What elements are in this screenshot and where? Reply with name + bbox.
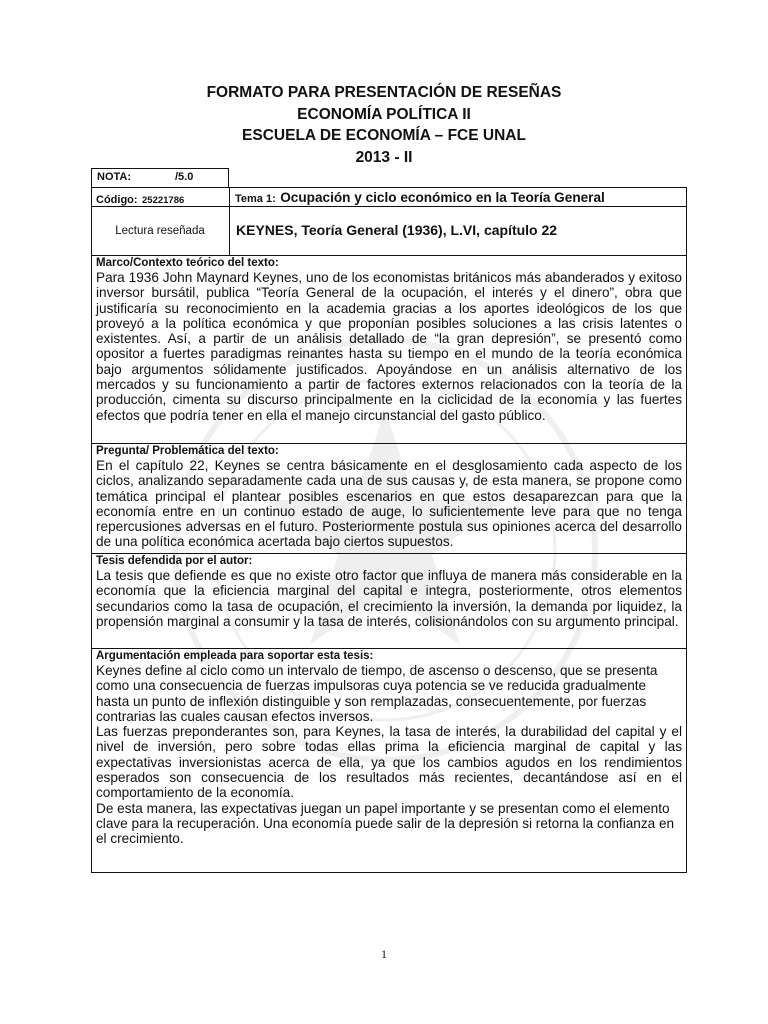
nota-value: /5.0 [175, 171, 194, 183]
codigo-label: Código: [96, 194, 138, 206]
section-body [96, 568, 682, 629]
codigo-value: 25221786 [142, 195, 185, 206]
section-body [96, 458, 682, 550]
tema-label: Tema 1: [235, 193, 276, 205]
section-body [96, 663, 682, 847]
nota-label: NOTA: [97, 171, 132, 183]
section-label: Marco/Contexto teórico del texto: [96, 257, 279, 269]
section-label: Tesis defendida por el autor: [96, 555, 253, 567]
section-argumentacion [96, 650, 682, 847]
section-label: Pregunta/ Problemática del texto: [96, 445, 279, 457]
section-body [96, 270, 682, 423]
paragraph: De esta manera, las expectativas juegan un papel importante y se presentan como el elemento clave para la recuperación. Una economía puede salir de la depresión si retorna la confianza en el crecimiento. [96, 800, 675, 847]
header-school: ESCUELA DE ECONOMÍA – FCE UNAL [242, 127, 526, 144]
header-title: FORMATO PARA PRESENTACIÓN DE RESEÑAS [206, 84, 562, 101]
lectura-value-cell [236, 222, 557, 240]
section-pregunta [96, 445, 682, 550]
paragraph: Keynes define al ciclo como un intervalo de tiempo, de ascenso o descenso, que se presenta como una consecuencia de fuerzas impulsoras cuya potencia se ve reducida gradualmente hasta un punto de inflexión distinguible y son remplazadas, consecuentemente, por fuerzas contrarias las cuales causan efectos inversos. [96, 663, 658, 724]
paragraph: Para 1936 John Maynard Keynes, uno de los economistas británicos más abanderados y exitoso inversor bursátil, publica “Teoría General de la ocupación, el interés y el dinero”, obra que justificaría su reconocimiento en la academia gracias a los aportes ideológicos de los que proveyó a la política económica y que proponían posibles soluciones a las crisis latentes o existentes. Así, a partir de un análisis detallado de “la gran depresión”, se presentó como opositor a fuertes paradigmas reinantes hasta su tiempo en el mundo de la teoría económica bajo argumentos sólidamente justificados. Apoyándose en un análisis alternativo de los mercados y su funcionamiento a partir de factores externos relacionados con la teoría de la producción, cimenta su discurso principalmente en la ciclicidad de la economía y las fuertes efectos que podría tener en ella el manejo circunstancial del gasto público. [96, 270, 682, 423]
section-marco [96, 257, 682, 423]
lectura-value: KEYNES, Teoría General (1936), L.VI, capítulo 22 [236, 222, 558, 238]
paragraph: La tesis que defiende es que no existe otro factor que influya de manera más considerable en la economía que la eficiencia marginal del capital e integra, posteriormente, otros elementos secundarios como la tasa de ocupación, el crecimiento la inversión, la demanda por liquidez, la propensión marginal a consumir y la tasa de interés, colisionándolos con su argumento principal. [96, 568, 682, 629]
nota-box [91, 168, 229, 188]
codigo-cell [96, 190, 184, 208]
header-period: 2013 - II [355, 148, 413, 166]
tema-value: Ocupación y ciclo económico en la Teoría General [280, 190, 605, 205]
document-header [0, 82, 768, 168]
section-tesis [96, 555, 682, 629]
paragraph: En el capítulo 22, Keynes se centra básicamente en el desglosamiento cada aspecto de los ciclos, analizando separadamente cada una de sus causas y, de esta manera, se propone como temática principal el plantear posibles escenarios en que estos desaparezcan para que la economía entre en un continuo estado de auge, lo suficientemente leve para que no tenga repercusiones adversas en el futuro. Posteriormente postula sus opiniones acerca del desarrollo de una política económica acertada bajo ciertos supuestos. [96, 458, 682, 550]
section-label: Argumentación empleada para soportar esta tesis: [96, 650, 374, 662]
tema-cell [235, 189, 605, 207]
page-number: 1 [381, 947, 387, 961]
lectura-label-cell [91, 207, 229, 255]
lectura-label: Lectura reseñada [115, 225, 205, 237]
header-course: ECONOMÍA POLÍTICA II [297, 105, 471, 123]
paragraph: Las fuerzas preponderantes son, para Keynes, la tasa de interés, la durabilidad del capital y el nivel de inversión, pero sobre todas ellas prima la eficiencia marginal de capital y las expectativas inversionistas acerca de ella, ya que los cambios agudos en los rendimientos esperados son consecuencia de los resultados más recientes, decantándose así en el comportamiento de la economía. [96, 724, 682, 801]
